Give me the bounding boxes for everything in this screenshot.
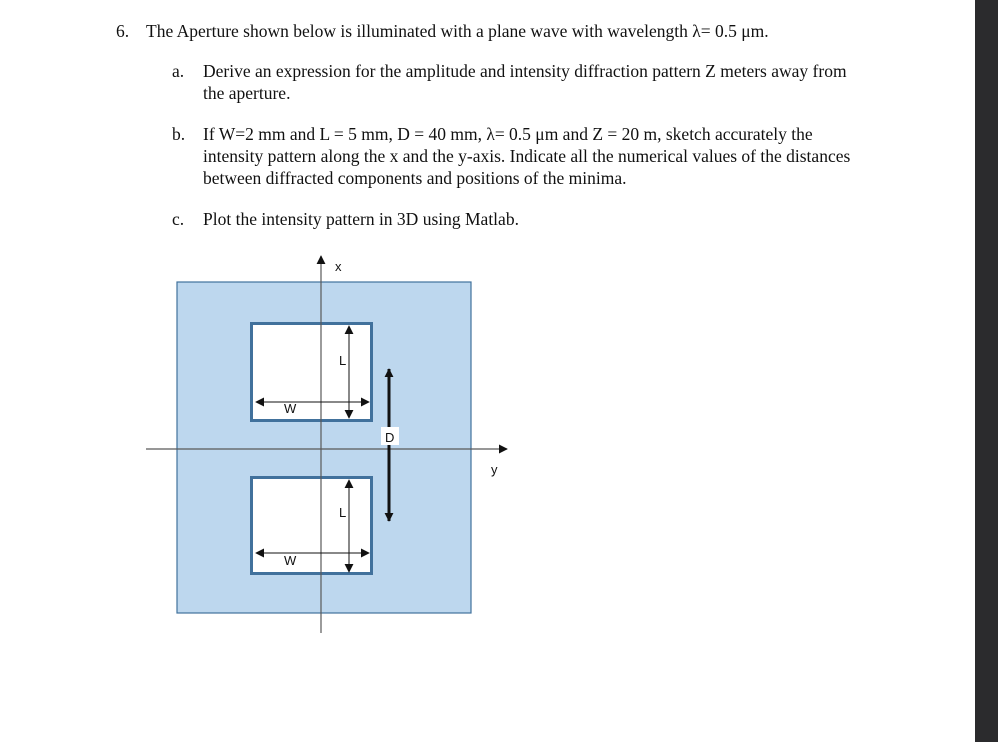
part-a-letter: a. xyxy=(172,61,185,81)
x-axis-label: x xyxy=(335,259,342,274)
bottom-aperture xyxy=(252,478,372,574)
top-width-label: W xyxy=(284,401,297,416)
y-axis-label: y xyxy=(491,462,498,477)
question-number: 6. xyxy=(116,21,130,41)
part-c-text: Plot the intensity pattern in 3D using Matlab. xyxy=(203,209,519,229)
separation-label: D xyxy=(385,430,395,445)
part-b-letter: b. xyxy=(172,124,186,144)
part-a-text: Derive an expression for the amplitude and intensity diffraction pattern Z meters away from the aperture. xyxy=(203,61,847,103)
question-text: The Aperture shown below is illuminated with a plane wave with wavelength λ= 0.5 μm. xyxy=(146,21,769,41)
bottom-length-label: L xyxy=(339,505,347,520)
top-aperture xyxy=(252,324,372,421)
top-length-label: L xyxy=(339,353,347,368)
part-c-letter: c. xyxy=(172,209,185,229)
bottom-width-label: W xyxy=(284,553,297,568)
part-b-text: If W=2 mm and L = 5 mm, D = 40 mm, λ= 0.5 μm and Z = 20 m, sketch accurately the intensity pattern along the x and the y-axis. Indicate all the numerical values of the distances between diffracted components and positions of the minima. xyxy=(203,124,851,188)
